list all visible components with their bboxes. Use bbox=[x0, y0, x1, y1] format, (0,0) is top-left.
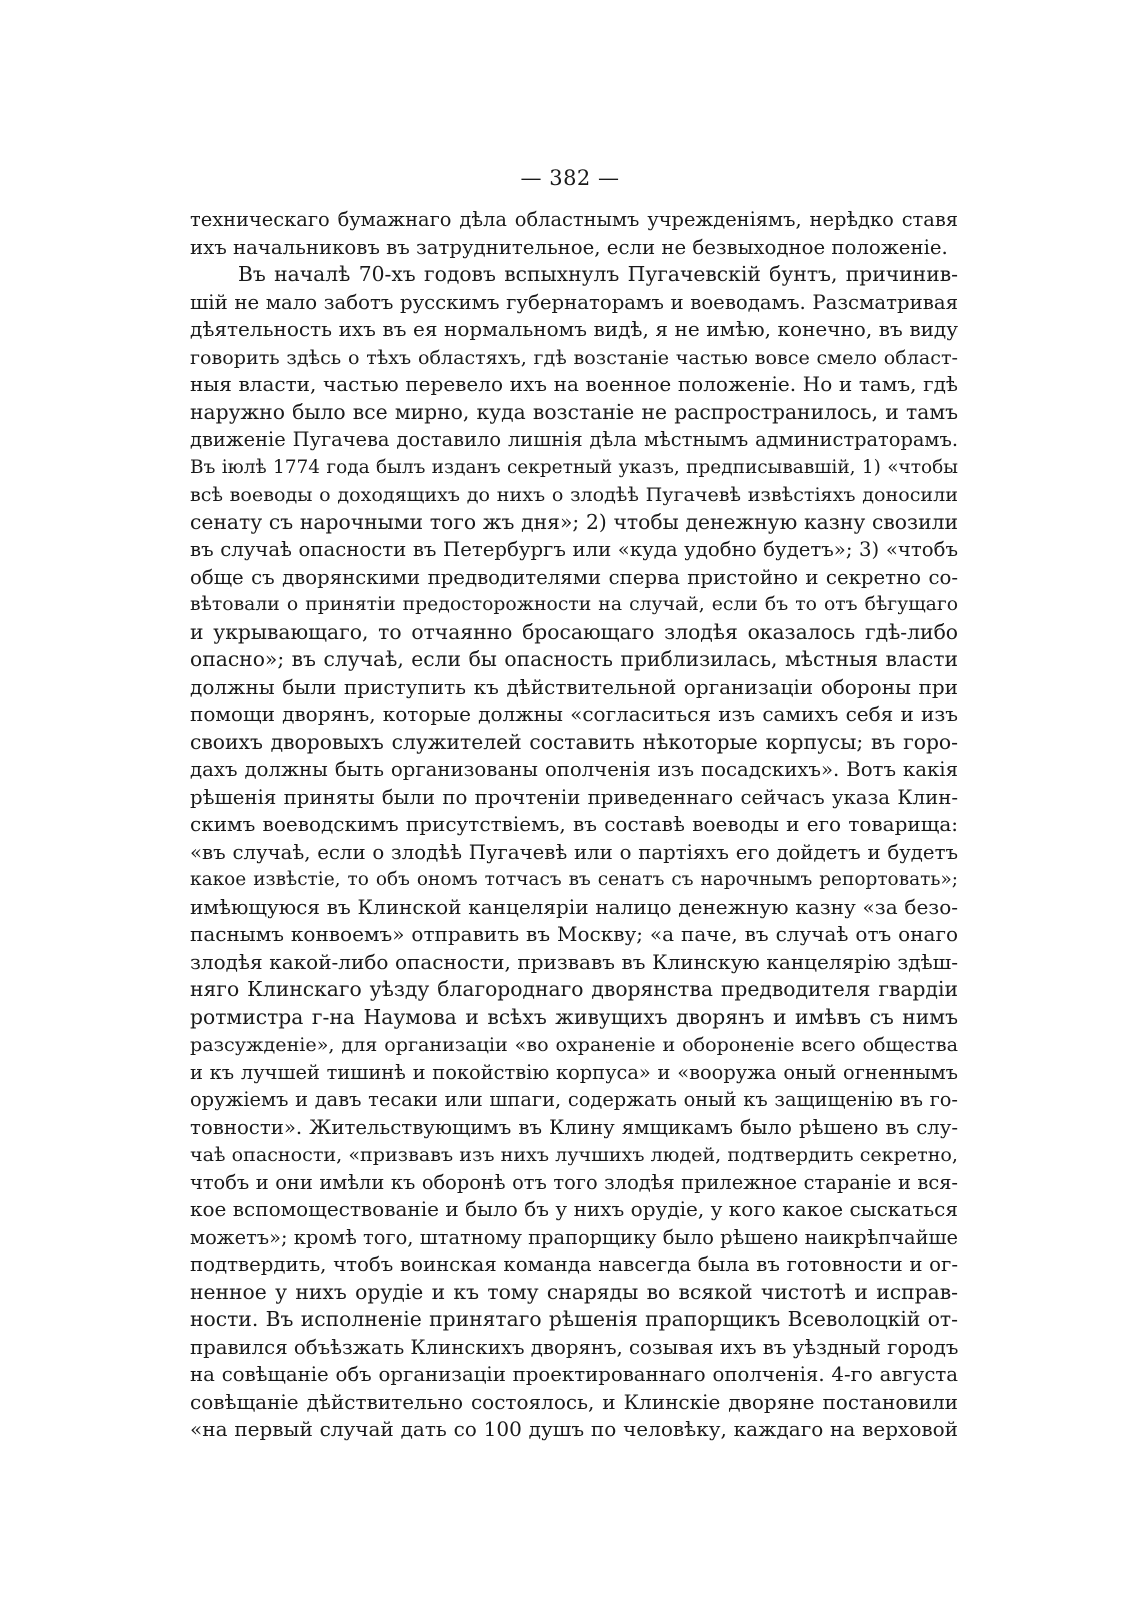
text-line: паснымъ конвоемъ» отправить въ Москву; «а паче, въ случаѣ отъ онаго bbox=[190, 922, 958, 946]
text-line: кое вспомоществованіе и было бъ у нихъ орудіе, у кого какое сыскаться bbox=[190, 1197, 958, 1221]
text-line: движеніе Пугачева доставило лишнія дѣла мѣстнымъ администраторамъ. bbox=[190, 428, 958, 451]
text-line: «въ случаѣ, если о злодѣѣ Пугачевѣ или о партіяхъ его дойдетъ и будетъ bbox=[190, 840, 958, 864]
text-line: ности. Въ исполненіе принятаго рѣшенія прапорщикъ Всеволоцкій от- bbox=[190, 1307, 958, 1331]
text-line: Въ началѣ 70-хъ годовъ вспыхнулъ Пугачевскій бунтъ, причинив- bbox=[238, 262, 958, 286]
text-line: помощи дворянъ, которые должны «согласиться изъ самихъ себя и изъ bbox=[190, 702, 958, 726]
text-line: вѣтовали о принятіи предосторожности на случай, если бъ то отъ бѣгущаго bbox=[190, 594, 958, 615]
text-line: какое извѣстіе, то объ ономъ тотчасъ въ сенатъ съ нарочнымъ репортовать»; bbox=[190, 869, 958, 890]
text-line: Въ іюлѣ 1774 года былъ изданъ секретный указъ, предписывавшій, 1) «чтобы bbox=[190, 456, 958, 478]
text-line: ихъ начальниковъ въ затруднительное, если не безвыходное положеніе. bbox=[190, 235, 948, 259]
text-line: всѣ воеводы о доходящихъ до нихъ о злодѣѣ Пугачевѣ извѣстіяхъ доносили bbox=[190, 483, 958, 506]
text-line: «на первый случай дать со 100 душъ по человѣку, каждаго на верховой bbox=[190, 1417, 958, 1441]
text-line: подтвердить, чтобъ воинская команда навсегда была въ готовности и ог- bbox=[190, 1253, 958, 1276]
text-line: шій не мало заботъ русскимъ губернаторамъ и воеводамъ. Разсматривая bbox=[190, 290, 958, 314]
text-line: обще съ дворянскими предводителями сперва пристойно и секретно со- bbox=[190, 565, 958, 589]
text-line: на совѣщаніе объ организаціи проектированнаго ополченія. 4-го августа bbox=[190, 1363, 958, 1386]
text-line: и укрывающаго, то отчаянно бросающаго злодѣя оказалось гдѣ-либо bbox=[190, 619, 958, 644]
text-line: правился объѣзжать Клинскихъ дворянъ, созывая ихъ въ уѣздный городъ bbox=[190, 1335, 958, 1359]
text-line: злодѣя какой-либо опасности, призвавъ въ Клинскую канцелярію здѣш- bbox=[190, 949, 958, 974]
text-line: своихъ дворовыхъ служителей составить нѣкоторые корпусы; въ горо- bbox=[190, 729, 958, 754]
text-line: сенату съ нарочными того жъ дня»; 2) чтобы денежную казну свозили bbox=[190, 509, 958, 534]
text-line: чтобъ и они имѣли къ оборонѣ отъ того злодѣя прилежное стараніе и вся- bbox=[190, 1170, 958, 1194]
body-text bbox=[190, 206, 958, 1444]
text-line: дахъ должны быть организованы ополченія изъ посадскихъ». Вотъ какія bbox=[190, 758, 958, 781]
text-line: имѣющуюся въ Клинской канцеляріи налицо денежную казну «за безо- bbox=[190, 894, 958, 919]
text-line: ныя власти, частью перевело ихъ на военное положеніе. Но и тамъ, гдѣ bbox=[190, 372, 958, 396]
text-line: ротмистра г-на Наумова и всѣхъ живущихъ дворянъ и имѣвъ съ нимъ bbox=[190, 1004, 958, 1029]
text-line: наружно было все мирно, куда возстаніе не распространилось, и тамъ bbox=[190, 399, 958, 424]
text-line: рѣшенія приняты были по прочтеніи приведеннаго сейчасъ указа Клин- bbox=[190, 785, 958, 809]
text-line: въ случаѣ опасности въ Петербургъ или «куда удобно будетъ»; 3) «чтобъ bbox=[190, 538, 958, 561]
text-line: скимъ воеводскимъ присутствіемъ, въ составѣ воеводы и его товарища: bbox=[190, 812, 958, 836]
text-line: ненное у нихъ орудіе и къ тому снаряды во всякой чистотѣ и исправ- bbox=[190, 1279, 958, 1304]
text-line: няго Клинскаго уѣзду благороднаго дворянства предводителя гвардіи bbox=[190, 977, 958, 1001]
text-line: оружіемъ и давъ тесаки или шпаги, содержать оный къ защищенію въ го- bbox=[190, 1088, 958, 1111]
text-line: разсужденіе», для организаціи «во охраненіе и обороненіе всего общества bbox=[190, 1033, 958, 1056]
page-number: — 382 — bbox=[520, 166, 620, 190]
text-line: можетъ»; кромѣ того, штатному прапорщику было рѣшено наикрѣпчайше bbox=[190, 1225, 958, 1249]
text-line: опасно»; въ случаѣ, если бы опасность приблизилась, мѣстныя власти bbox=[190, 647, 958, 671]
text-line: товности». Жительствующимъ въ Клину ямщикамъ было рѣшено въ слу- bbox=[190, 1115, 958, 1139]
text-line: должны были приступить къ дѣйствительной организаціи обороны при bbox=[190, 674, 958, 699]
text-line: говорить здѣсь о тѣхъ областяхъ, гдѣ возстаніе частью вовсе смело област- bbox=[190, 345, 958, 369]
text-line: и къ лучшей тишинѣ и покойствію корпуса» и «вооружа оный огненнымъ bbox=[190, 1060, 958, 1084]
text-line: совѣщаніе дѣйствительно состоялось, и Клинскіе дворяне постановили bbox=[190, 1389, 958, 1414]
text-line: дѣятельность ихъ въ ея нормальномъ видѣ, я не имѣю, конечно, въ виду bbox=[190, 317, 958, 341]
text-line: чаѣ опасности, «призвавъ изъ нихъ лучшихъ людей, подтвердить секретно, bbox=[190, 1143, 958, 1166]
text-line: техническаго бумажнаго дѣла областнымъ учрежденіямъ, нерѣдко ставя bbox=[190, 208, 958, 231]
